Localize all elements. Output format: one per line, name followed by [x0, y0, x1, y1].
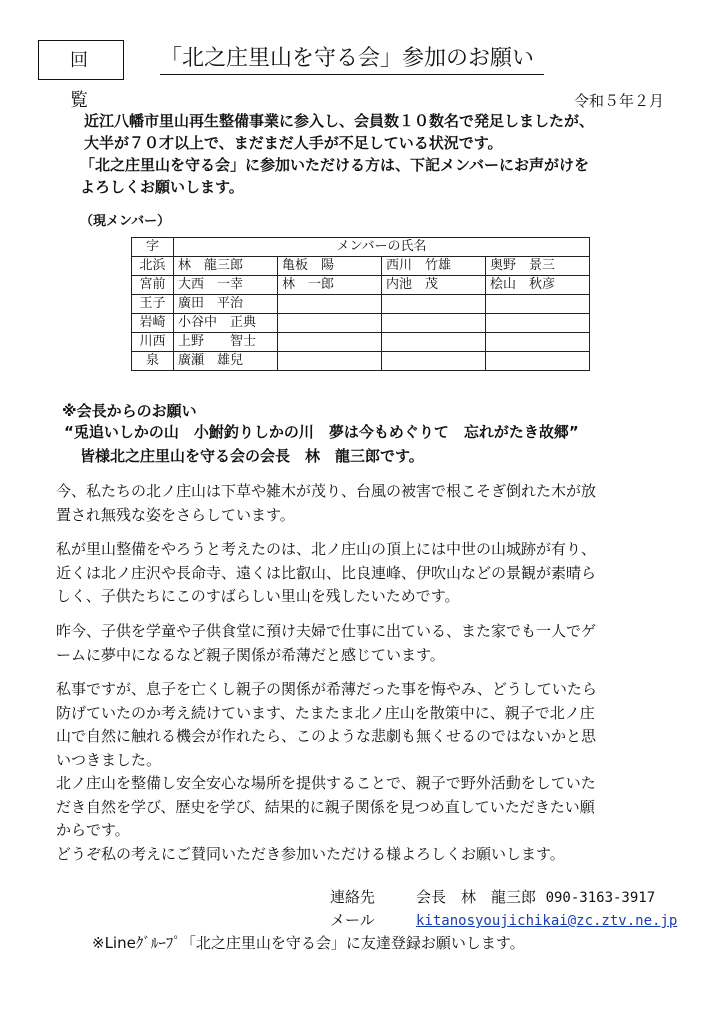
- paragraph-3: [56, 620, 686, 667]
- member-name: 廣瀬 雄兒: [174, 352, 278, 371]
- paragraph-2: [56, 538, 686, 609]
- member-name: 奥野 景三: [486, 257, 590, 276]
- paragraph-5: [56, 772, 686, 866]
- member-name: 亀板 陽: [278, 257, 382, 276]
- mail-row: [330, 909, 677, 930]
- paragraph-line: 防げていたのか考え続けています、たまたま北ノ庄山を散策中に、親子で北ノ庄: [56, 703, 595, 722]
- column-header-names: メンバーの氏名: [174, 238, 590, 257]
- intro-line: 大半が７０才以上で、まだまだ人手が不足している状況です。: [84, 134, 503, 152]
- member-name: 廣田 平治: [174, 295, 278, 314]
- contact-label: 連絡先: [330, 888, 376, 906]
- chairman-greeting: 皆様北之庄里山を守る会の会長 林 龍三郎です。: [80, 447, 424, 465]
- member-name: 大西 一幸: [174, 276, 278, 295]
- members-caption: （現メンバー）: [80, 214, 171, 229]
- area-cell: 泉: [132, 352, 174, 371]
- page-title: 「北之庄里山を守る会」参加のお願い: [160, 44, 544, 75]
- line-group-note: ※Lineｸﾞﾙｰﾌﾟ「北之庄里山を守る会」に友達登録お願いします。: [92, 934, 525, 952]
- poem-quote: “兎追いしかの山 小鮒釣りしかの川 夢は今もめぐりて 忘れがたき故郷”: [64, 423, 579, 441]
- table-row: [132, 257, 590, 276]
- member-name: 西川 竹雄: [382, 257, 486, 276]
- member-name: 上野 智士: [174, 333, 278, 352]
- member-name: [382, 314, 486, 333]
- area-cell: 川西: [132, 333, 174, 352]
- kairan-box: [38, 40, 124, 111]
- intro-line: 近江八幡市里山再生整備事業に参入し、会員数１０数名で発足しましたが、: [84, 112, 595, 130]
- paragraph-line: 今、私たちの北ノ庄山は下草や雑木が茂り、台風の被害で根こそぎ倒れた木が放: [56, 482, 597, 500]
- paragraph-line: 置され無残な姿をさらしています。: [56, 505, 295, 524]
- member-name: [382, 295, 486, 314]
- member-name: 林 龍三郎: [174, 257, 278, 276]
- paragraph-line: 昨今、子供を学童や子供食堂に預け夫婦で仕事に出ている、また家でも一人でゲ: [56, 622, 597, 640]
- phone-number[interactable]: 090-3163-3917: [545, 890, 656, 906]
- paragraph-line: からです。: [56, 821, 130, 839]
- member-name: 林 一郎: [278, 276, 382, 295]
- request-heading: ※会長からのお願い: [62, 402, 197, 420]
- paragraph-line: 北ノ庄山を整備し安全安心な場所を提供することで、親子で野外活動をしていた: [56, 774, 596, 792]
- paragraph-line: しく、子供たちにこのすばらしい里山を残したいためです。: [56, 587, 460, 605]
- paragraph-line: いつきました。: [56, 750, 162, 769]
- table-row: [132, 295, 590, 314]
- area-cell: 宮前: [132, 276, 174, 295]
- member-name: [382, 352, 486, 371]
- members-table: [131, 237, 590, 371]
- member-name: [486, 295, 590, 314]
- intro-line: 「北之庄里山を守る会」に参加いただける方は、下記メンバーにお声がけを: [80, 156, 589, 174]
- member-name: 小谷中 正典: [174, 314, 278, 333]
- paragraph-line: 近くは北ノ庄沢や長命寺、遠くは比叡山、比良連峰、伊吹山などの景観が素晴ら: [56, 563, 597, 582]
- paragraph-line: 私事ですが、息子を亡くし親子の関係が希薄だった事を悔やみ、どうしていたら: [56, 680, 597, 698]
- paragraph-line: 山で自然に触れる機会が作れたら、このような悲劇も無くせるのではないかと思: [56, 727, 597, 745]
- contact-person: 会長 林 龍三郎: [416, 888, 537, 906]
- member-name: [486, 352, 590, 371]
- intro-text: [80, 110, 700, 198]
- issue-date: 令和５年２月: [573, 92, 664, 110]
- member-name: [278, 314, 382, 333]
- member-name: [278, 295, 382, 314]
- member-name: [486, 314, 590, 333]
- column-header-area: 字: [132, 238, 174, 257]
- email-link[interactable]: kitanosyoujichikai@zc.ztv.ne.jp: [416, 913, 678, 929]
- member-name: 内池 茂: [382, 276, 486, 295]
- area-cell: 王子: [132, 295, 174, 314]
- member-name: [486, 333, 590, 352]
- kairan-label: 回覧: [70, 50, 106, 111]
- table-row: [132, 314, 590, 333]
- paragraph-line: だき自然を学び、歴史を学び、結果的に親子関係を見つめ直していただきたい願: [56, 797, 595, 816]
- area-cell: 北浜: [132, 257, 174, 276]
- paragraph-line: 私が里山整備をやろうと考えたのは、北ノ庄山の頂上には中世の山城跡が有り、: [56, 540, 597, 558]
- contact-row: [330, 886, 655, 907]
- paragraph-line: どうぞ私の考えにご賛同いただき参加いただける様よろしくお願いします。: [56, 844, 565, 863]
- table-row: [132, 333, 590, 352]
- table-header-row: [132, 238, 590, 257]
- member-name: 桧山 秋彦: [486, 276, 590, 295]
- member-name: [382, 333, 486, 352]
- paragraph-line: ームに夢中になるなど親子関係が希薄だと感じています。: [56, 645, 445, 664]
- paragraph-4: [56, 678, 686, 772]
- intro-line: よろしくお願いします。: [80, 178, 244, 196]
- table-row: [132, 276, 590, 295]
- mail-label: メール: [330, 911, 375, 929]
- member-name: [278, 333, 382, 352]
- area-cell: 岩崎: [132, 314, 174, 333]
- paragraph-1: [56, 480, 686, 527]
- member-name: [278, 352, 382, 371]
- table-row: [132, 352, 590, 371]
